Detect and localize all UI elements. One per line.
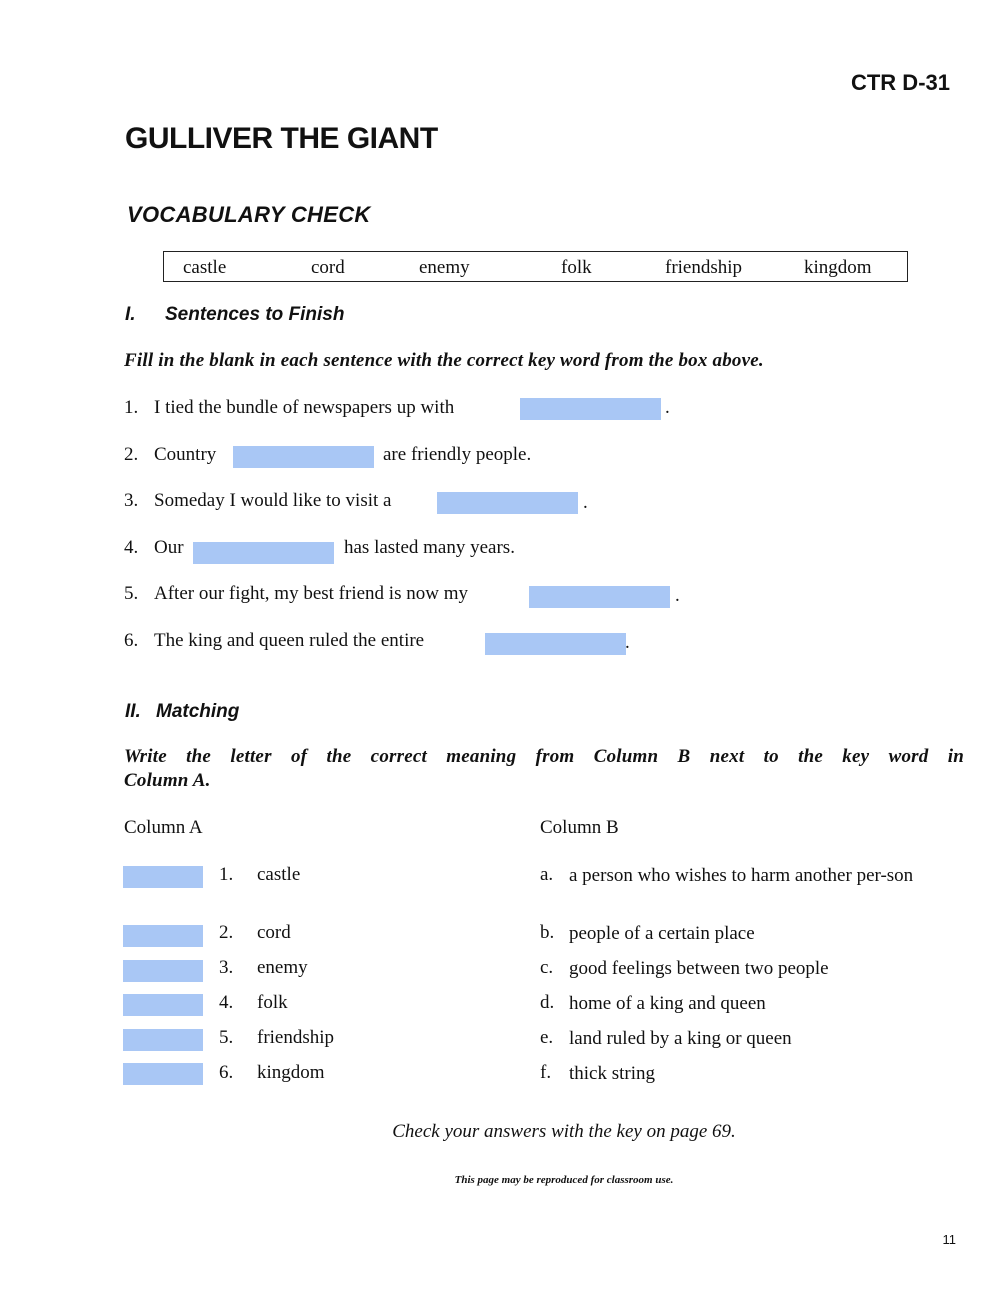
sentence-text: After our fight, my best friend is now my bbox=[154, 583, 468, 604]
sentence-number: 4. bbox=[124, 537, 139, 558]
column-b-letter: d. bbox=[540, 992, 555, 1013]
answer-blank-5[interactable] bbox=[529, 586, 670, 608]
sentence-text: Country bbox=[154, 444, 217, 465]
column-a-number: 1. bbox=[219, 864, 234, 885]
column-b-definition: good feelings between two people bbox=[569, 958, 829, 979]
column-a-number: 3. bbox=[219, 957, 234, 978]
sentence-end: . bbox=[583, 492, 588, 513]
matching-row-6 bbox=[0, 1062, 1000, 1088]
sentence-number: 2. bbox=[124, 444, 139, 465]
matching-answer-box[interactable] bbox=[123, 1029, 203, 1051]
sentence-end: . bbox=[675, 585, 680, 606]
section-1-instruction: Fill in the blank in each sentence with the correct key word from the box above. bbox=[124, 350, 764, 371]
sentence-5 bbox=[124, 583, 468, 605]
matching-row-3 bbox=[0, 957, 1000, 983]
column-b-definition: thick string bbox=[569, 1063, 656, 1084]
matching-answer-box[interactable] bbox=[123, 960, 203, 982]
sentence-1 bbox=[124, 397, 454, 419]
answer-blank-6[interactable] bbox=[485, 633, 626, 655]
section-2-numeral: II. bbox=[125, 701, 141, 722]
word-box-item: castle bbox=[183, 257, 227, 278]
word-box-item: cord bbox=[311, 257, 345, 278]
page-number: 11 bbox=[942, 1232, 956, 1247]
column-a-word: kingdom bbox=[257, 1062, 325, 1083]
section-2-instruction-cont: Column A. bbox=[124, 770, 211, 791]
column-a-word: cord bbox=[257, 922, 291, 943]
vocabulary-check-heading: VOCABULARY CHECK bbox=[127, 202, 371, 227]
answer-blank-3[interactable] bbox=[437, 492, 578, 514]
answer-blank-1[interactable] bbox=[520, 398, 661, 420]
sentence-end: has lasted many years. bbox=[344, 537, 515, 558]
sentence-end: . bbox=[625, 632, 630, 653]
document-code: CTR D-31 bbox=[850, 70, 950, 95]
column-a-word: folk bbox=[257, 992, 288, 1013]
column-b-definition: people of a certain place bbox=[569, 923, 755, 944]
column-b-letter: a. bbox=[540, 864, 554, 885]
sentence-text: The king and queen ruled the entire bbox=[154, 630, 425, 651]
reproduction-notice: This page may be reproduced for classroom use. bbox=[454, 1174, 674, 1186]
sentence-end: . bbox=[665, 397, 670, 418]
matching-row-4 bbox=[0, 992, 1000, 1018]
column-b-definition: land ruled by a king or queen bbox=[569, 1028, 792, 1049]
column-a-number: 5. bbox=[219, 1027, 234, 1048]
column-a-number: 4. bbox=[219, 992, 234, 1013]
word-box bbox=[163, 251, 908, 282]
sentence-number: 5. bbox=[124, 583, 139, 604]
column-a-number: 6. bbox=[219, 1062, 234, 1083]
sentence-number: 1. bbox=[124, 397, 139, 418]
section-2-heading: Matching bbox=[156, 701, 240, 722]
section-2-instruction: Write the letter of the correct meaning from Column B next to the key word in bbox=[124, 746, 964, 767]
sentence-text: Someday I would like to visit a bbox=[154, 490, 392, 511]
column-b-definition: home of a king and queen bbox=[569, 993, 766, 1014]
word-box-item: friendship bbox=[665, 257, 743, 278]
word-box-item: kingdom bbox=[804, 257, 872, 278]
column-a-word: castle bbox=[257, 864, 301, 885]
column-a-number: 2. bbox=[219, 922, 234, 943]
matching-answer-box[interactable] bbox=[123, 866, 203, 888]
section-1-heading: Sentences to Finish bbox=[165, 304, 345, 325]
column-b-letter: c. bbox=[540, 957, 554, 978]
column-a-word: enemy bbox=[257, 957, 308, 978]
column-b-letter: b. bbox=[540, 922, 555, 943]
word-box-item: enemy bbox=[419, 257, 470, 278]
matching-row-5 bbox=[0, 1027, 1000, 1053]
sentence-4 bbox=[124, 537, 184, 559]
column-a-header: Column A bbox=[124, 817, 203, 838]
sentence-number: 6. bbox=[124, 630, 139, 651]
section-1-numeral: I. bbox=[125, 304, 136, 325]
matching-answer-box[interactable] bbox=[123, 1063, 203, 1085]
matching-answer-box[interactable] bbox=[123, 925, 203, 947]
answer-blank-4[interactable] bbox=[193, 542, 334, 564]
column-b-definition: a person who wishes to harm another per-son bbox=[569, 865, 914, 886]
sentence-text: I tied the bundle of newspapers up with bbox=[154, 397, 455, 418]
sentence-number: 3. bbox=[124, 490, 139, 511]
sentence-text: Our bbox=[154, 537, 184, 558]
column-b-header: Column B bbox=[540, 817, 619, 838]
answer-key-note: Check your answers with the key on page 69. bbox=[392, 1121, 736, 1142]
matching-row-1 bbox=[0, 864, 1000, 914]
sentence-6 bbox=[124, 630, 424, 652]
sentence-2 bbox=[124, 444, 216, 466]
matching-answer-box[interactable] bbox=[123, 994, 203, 1016]
column-b-letter: f. bbox=[540, 1062, 552, 1083]
page-title: GULLIVER THE GIANT bbox=[125, 122, 438, 155]
column-b-letter: e. bbox=[540, 1027, 554, 1048]
word-box-item: folk bbox=[561, 257, 592, 278]
matching-row-2 bbox=[0, 922, 1000, 948]
answer-blank-2[interactable] bbox=[233, 446, 374, 468]
sentence-3 bbox=[124, 490, 391, 512]
sentence-end: are friendly people. bbox=[383, 444, 532, 465]
column-a-word: friendship bbox=[257, 1027, 335, 1048]
